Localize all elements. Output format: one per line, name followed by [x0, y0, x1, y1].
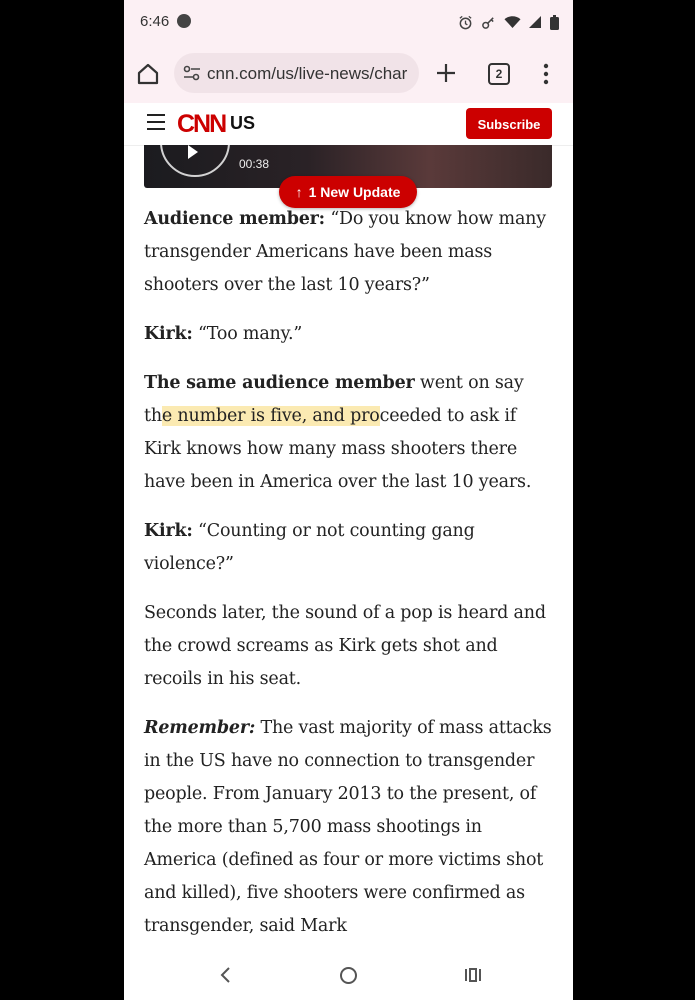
new-update-label: 1 New Update: [308, 184, 401, 200]
callout-label: Remember:: [144, 718, 256, 738]
status-time: 6:46: [140, 13, 170, 30]
article-paragraph: [144, 367, 556, 499]
article-body: [144, 203, 556, 959]
paragraph-text: Seconds later, the sound of a pop is heard and the crowd screams as Kirk gets shot and recoils in his seat.: [144, 603, 546, 689]
address-bar[interactable]: [174, 53, 419, 93]
article-paragraph: [144, 712, 556, 943]
paragraph-text: “Counting or not counting gang violence?”: [144, 521, 475, 574]
article-paragraph: [144, 597, 556, 696]
alarm-icon: [458, 15, 473, 30]
more-options-icon[interactable]: [542, 63, 550, 85]
signal-icon: [529, 15, 542, 29]
subscribe-button[interactable]: Subscribe: [466, 108, 552, 139]
battery-icon: [550, 15, 559, 30]
status-icons: [458, 12, 559, 32]
system-nav-bar: [124, 950, 573, 1000]
paragraph-text: “Do you know how many transgender Americans have been mass shooters over the last 10 years?”: [144, 209, 546, 295]
article-paragraph: [144, 515, 556, 581]
speaker-label: Audience member:: [144, 209, 325, 229]
cnn-logo[interactable]: [176, 109, 228, 137]
recents-icon[interactable]: [464, 966, 482, 984]
article-paragraph: [144, 318, 556, 351]
new-tab-icon[interactable]: [434, 61, 458, 85]
paragraph-text: ceeded to ask if Kirk knows how many mass shooters there have been in America over the last 10 years.: [144, 406, 532, 492]
speaker-label: The same audience member: [144, 373, 415, 393]
url-text[interactable]: cnn.com/us/live-news/char: [207, 64, 408, 83]
speaker-label: Kirk:: [144, 324, 193, 344]
hamburger-menu-icon[interactable]: [146, 113, 166, 131]
home-nav-icon[interactable]: [340, 967, 357, 984]
play-icon[interactable]: [188, 145, 198, 159]
paragraph-text: “Too many.”: [192, 324, 303, 344]
tab-switcher-button[interactable]: 2: [488, 63, 510, 85]
wifi-icon: [504, 15, 521, 29]
video-duration: 00:38: [239, 157, 270, 171]
phone-screen: [124, 0, 573, 1000]
home-icon[interactable]: [136, 62, 160, 86]
status-bar: [124, 0, 573, 44]
text-highlight[interactable]: e number is five, and pro: [161, 406, 380, 426]
arrow-up-icon: ↑: [295, 184, 303, 200]
site-header: [124, 103, 573, 146]
edition-label[interactable]: US: [230, 113, 256, 133]
article-paragraph: [144, 203, 556, 302]
back-icon[interactable]: [218, 966, 232, 984]
new-update-button[interactable]: [279, 176, 417, 208]
paragraph-text: The vast majority of mass attacks in the US have no connection to transgender people. From January 2013 to the present, of the more than 5,700 mass shootings in America (defined as four or more victims shot and killed), five shooters were confirmed as transgender, said Mark: [144, 718, 552, 936]
speaker-label: Kirk:: [144, 521, 193, 541]
browser-toolbar: [124, 44, 573, 103]
site-settings-icon[interactable]: [183, 65, 201, 81]
app-notification-icon: [177, 14, 191, 28]
vpn-key-icon: [481, 15, 496, 30]
paragraph-text: went on say th: [144, 373, 524, 426]
svg-text:CNN: CNN: [177, 110, 226, 137]
